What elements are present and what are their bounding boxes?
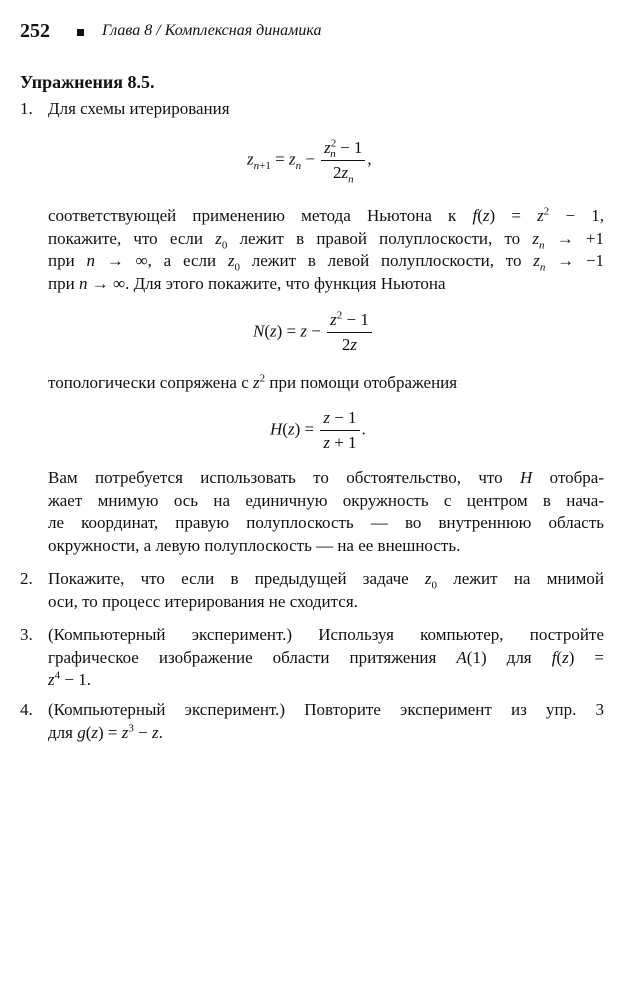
text-fragment: Вам потребуется использовать то обстоятельство, что [48,468,503,487]
exercise-number: 3. [20,625,33,644]
header-bullet [77,29,84,36]
text-line: при n → ∞. Для этого покажите, что функция Ньютона [48,273,446,293]
text-line: окружности, а левую полуплоскость — на ее внешность. [48,535,461,555]
text-line: $z^4 - 1$. [48,669,91,689]
text-line: Вам потребуется использовать то обстоятельство, что H отобра- [48,468,605,487]
text-fragment: покажите, что если [48,228,203,248]
exercise-number: 1. [20,99,33,118]
text-line: при n → ∞, а если $z_0$ лежит в левой полуплоскости, то $z_n \to -1$ [48,251,605,274]
text-fragment: при помощи отображения [269,373,458,392]
page-number: 252 [20,20,50,42]
formula-conjugation-map: H(z) = $\frac{z - 1}{z + 1}$ . [270,408,366,452]
text-fragment: при [48,251,75,270]
text-line: (Компьютерный эксперимент.) Повторите эксперимент из упр. 3 [48,700,604,719]
text-fragment: лежит в правой полуплоскости, то [239,228,521,248]
text-line: соответствующей применению метода Ньютона к $f(z) = z^2 - 1$, [48,205,605,225]
chapter-title: Глава 8 / Комплексная динамика [102,22,322,39]
section-title: Упражнения 8.5. [20,72,155,92]
exercise-1-intro: Для схемы итерирования [48,99,230,118]
text-fragment: лежит на мнимой [453,569,604,588]
text-line: оси, то процесс итерирования не сходится. [48,591,358,611]
formula-iteration: $z_{n+1} = z_n$ − $\frac{z^2_n - 1}{2z_n}$ , [247,137,372,186]
text-line: Покажите, что если в предыдущей задаче $z_0$ лежит на мнимой [48,569,604,592]
exercise-number: 4. [20,700,33,719]
formula-newton-function: N(z) = z − $\frac{z^2 - 1}{2z}$ [253,310,374,355]
text-line: жает мнимую ось на единичную окружность с центром в нача- [48,490,604,510]
text-fragment: . Для этого покажите, что функция Ньютона [125,273,446,293]
text-fragment: при [48,273,75,293]
text-fragment: соответствующей применению метода Ньютона к [48,206,457,225]
text-fragment: для [506,647,532,667]
text-line: топологически сопряжена с $z^2$ при помощи отображения [48,372,458,392]
text-line: покажите, что если $z_0$ лежит в правой полуплоскости, то $z_n \to +1$ [48,228,605,251]
text-line: для $g(z) = z^3 - z$. [48,721,163,742]
text-fragment: топологически сопряжена с [48,373,249,392]
text-fragment: графическое изображение области притяжения [48,647,437,667]
text-line: (Компьютерный эксперимент.) Используя компьютер, постройте [48,625,604,644]
exercise-number: 2. [20,569,33,588]
text-line: графическое изображение области притяжения A(1) для f(z) = [48,647,605,667]
text-fragment: лежит в левой полуплоскости, то [251,251,522,270]
text-fragment: , а если [147,251,217,270]
text-line: ле координат, правую полуплоскость — во внутреннюю область [48,513,604,532]
text-fragment: отобра- [549,468,605,487]
text-fragment: для [48,722,73,742]
text-fragment: Покажите, что если в предыдущей задаче [48,569,409,588]
